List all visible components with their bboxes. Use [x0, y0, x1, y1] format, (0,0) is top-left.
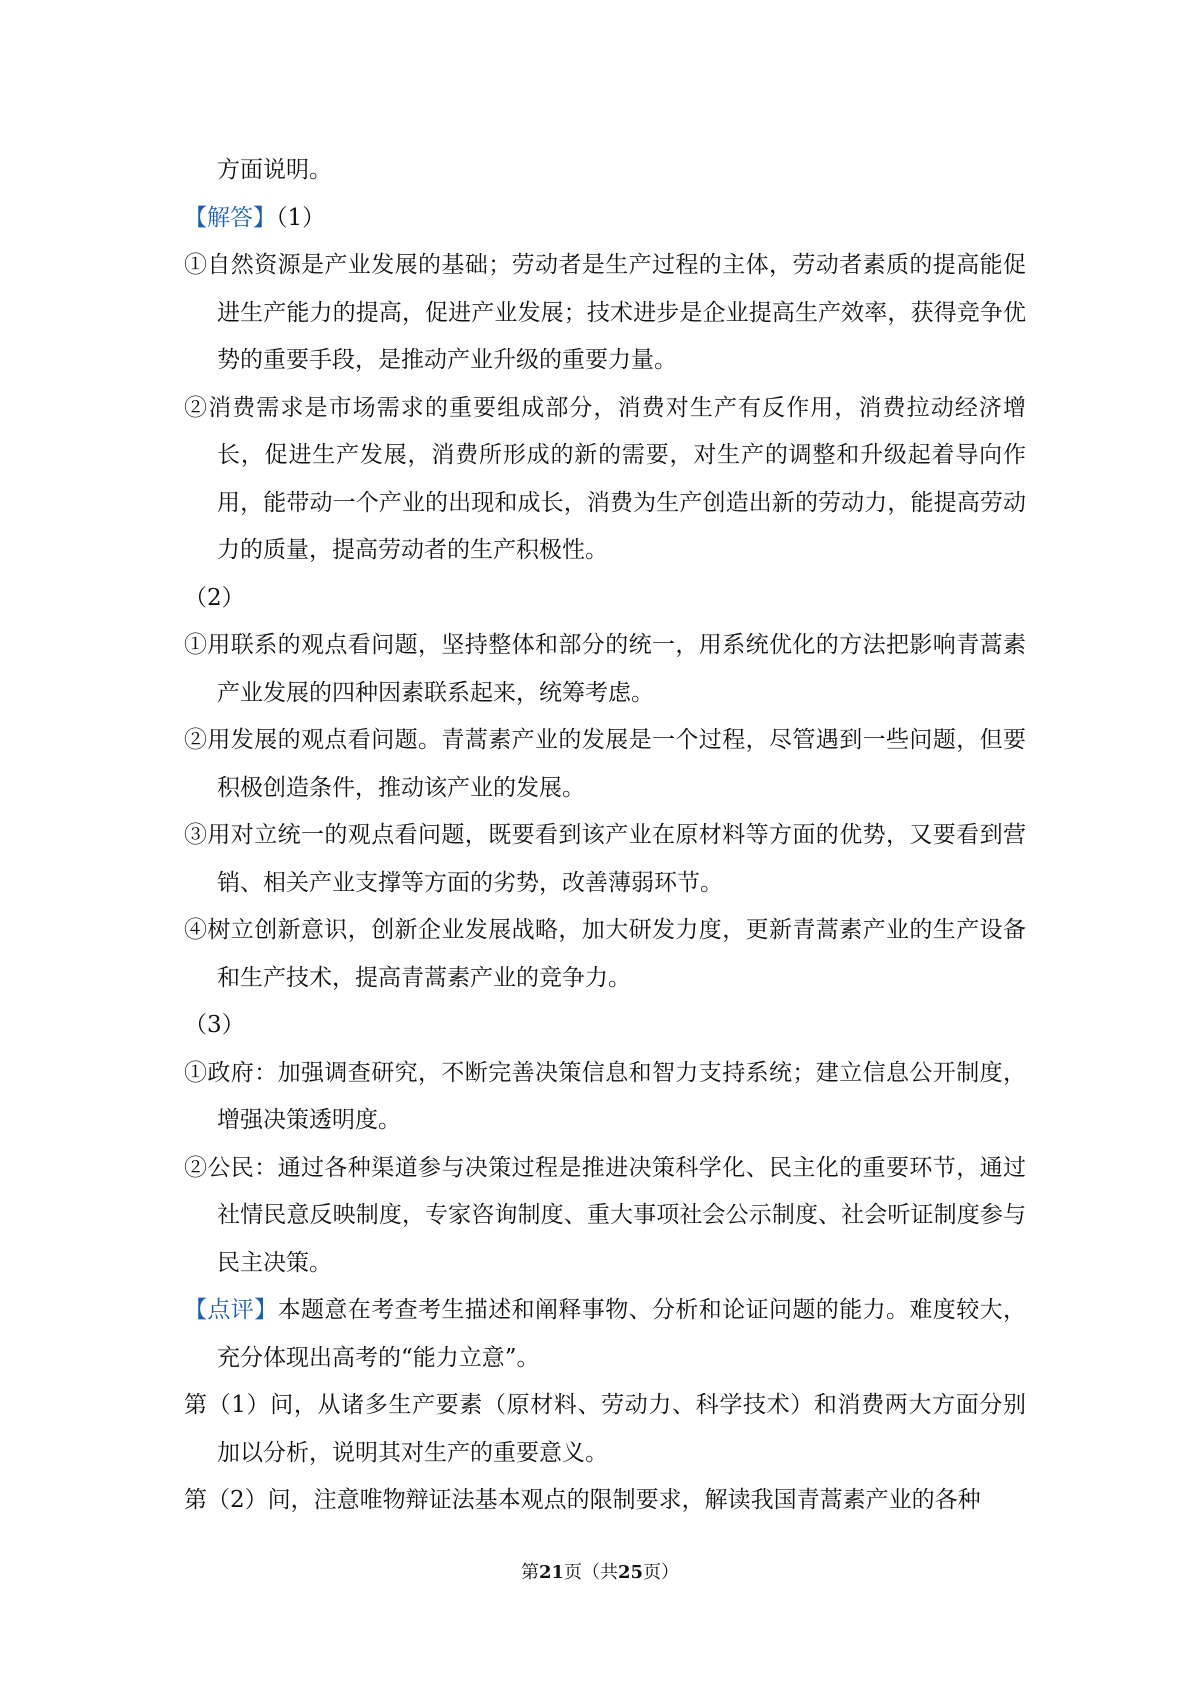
answer-tag: 【解答】	[184, 204, 276, 231]
page-total: 25	[618, 1562, 644, 1583]
footer-prefix: 第	[520, 1562, 539, 1583]
part2-item-1: ①用联系的观点看问题，坚持整体和部分的统一，用系统优化的方法把影响青蒿素产业发展的四种因素联系起来，统筹考虑。	[184, 632, 1026, 706]
answer-heading	[184, 195, 1026, 243]
comment-q1: 第（1）问，从诸多生产要素（原材料、劳动力、科学技术）和消费两大方面分别加以分析，说明其对生产的重要意义。	[184, 1392, 1026, 1466]
part1-label: （1）	[276, 204, 326, 231]
page-number: 21	[538, 1562, 564, 1583]
part2-item-4: ④树立创新意识，创新企业发展战略，加大研发力度，更新青蒿素产业的生产设备和生产技术，提高青蒿素产业的竞争力。	[184, 917, 1026, 991]
part2-item-2: ②用发展的观点看问题。青蒿素产业的发展是一个过程，尽管遇到一些问题，但要积极创造条件，推动该产业的发展。	[184, 727, 1026, 801]
part3-label: （3）	[184, 1012, 245, 1038]
part1-item-2: ②消费需求是市场需求的重要组成部分，消费对生产有反作用，消费拉动经济增长，促进生产发展，消费所形成的新的需要，对生产的调整和升级起着导向作用，能带动一个产业的出现和成长，消费为生产创造出新的劳动力，能提高劳动力的质量，提高劳动者的生产积极性。	[184, 394, 1026, 563]
page-footer	[0, 1558, 1200, 1584]
part2-label: （2）	[184, 584, 245, 611]
part3-item-1: ①政府：加强调查研究，不断完善决策信息和智力支持系统；建立信息公开制度，增强决策透明度。	[184, 1059, 1026, 1133]
part1-item-1: ①自然资源是产业发展的基础；劳动者是生产过程的主体，劳动者素质的提高能促进生产能力的提高，促进产业发展；技术进步是企业提高生产效率，获得竞争优势的重要手段，是推动产业升级的重要力量。	[184, 252, 1026, 373]
page-body	[184, 147, 1026, 1525]
comment-tag: 【点评】	[184, 1297, 278, 1323]
comment-paragraph	[184, 1287, 1026, 1382]
footer-middle: 页（共	[564, 1562, 618, 1583]
part3-item-2: ②公民：通过各种渠道参与决策过程是推进决策科学化、民主化的重要环节，通过社情民意反映制度，专家咨询制度、重大事项社会公示制度、社会听证制度参与民主决策。	[184, 1154, 1026, 1276]
footer-suffix: 页）	[643, 1562, 680, 1583]
comment-text: 本题意在考查考生描述和阐释事物、分析和论证问题的能力。难度较大，充分体现出高考的“能力立意”。	[217, 1297, 1027, 1371]
comment-q2: 第（2）问，注意唯物辩证法基本观点的限制要求，解读我国青蒿素产业的各种	[184, 1487, 981, 1513]
intro-continuation: 方面说明。	[217, 157, 332, 183]
part2-item-3: ③用对立统一的观点看问题，既要看到该产业在原材料等方面的优势，又要看到营销、相关产业支撑等方面的劣势，改善薄弱环节。	[184, 822, 1026, 896]
